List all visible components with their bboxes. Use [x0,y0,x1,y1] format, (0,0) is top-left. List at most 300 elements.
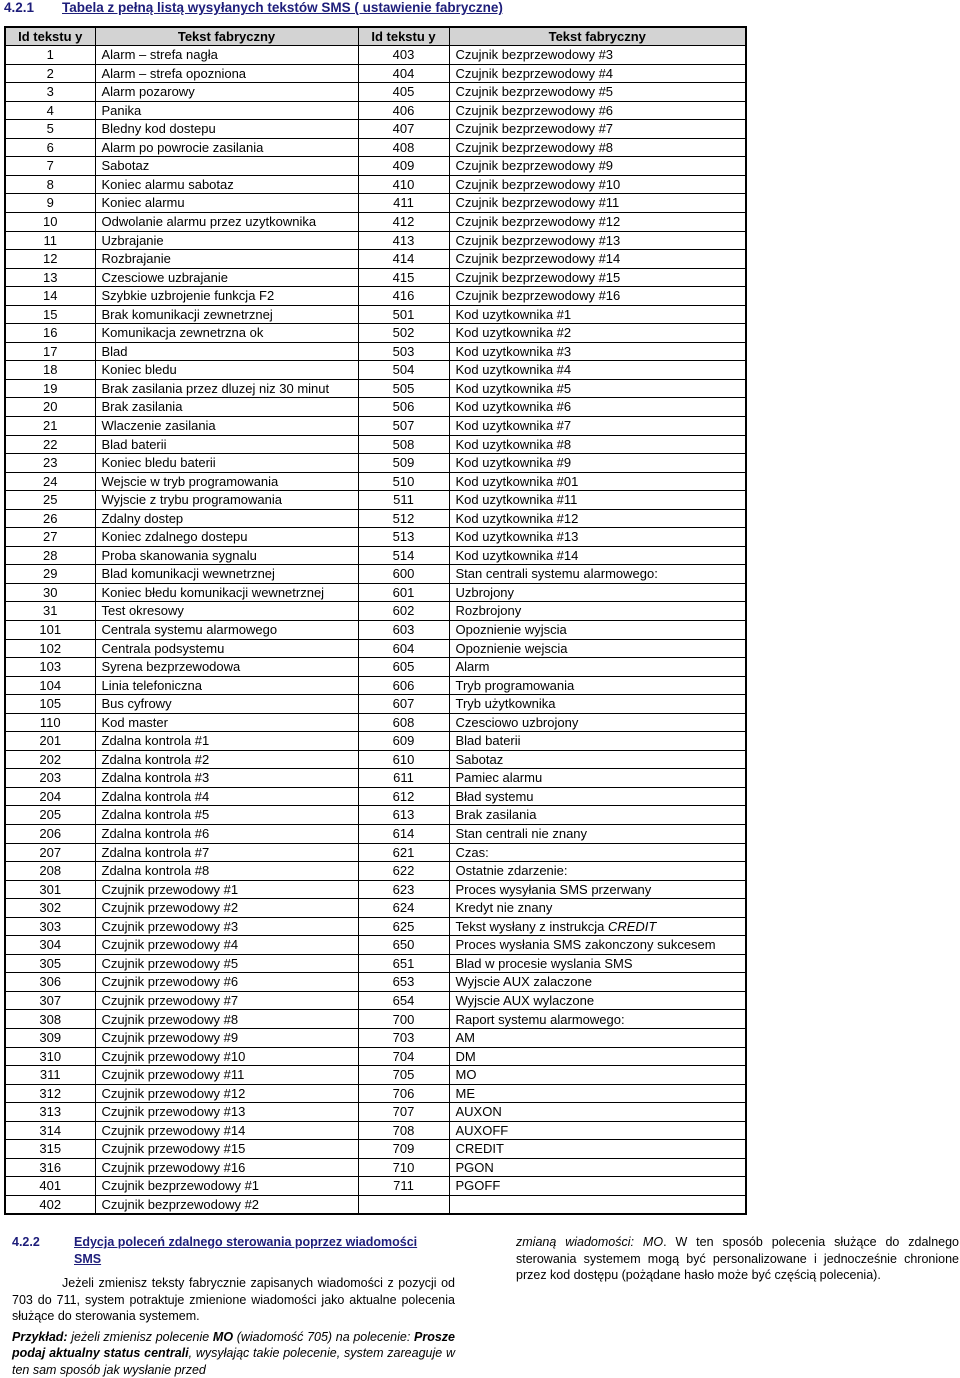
row-text-left: Czujnik przewodowy #6 [95,973,358,992]
table-row [5,843,746,862]
row-text-left: Czujnik bezprzewodowy #1 [95,1177,358,1196]
row-text-right: Kod uzytkownika #14 [449,546,746,565]
row-id-left: 303 [5,917,95,936]
row-id-right: 405 [358,83,449,102]
row-text-right: AUXON [449,1103,746,1122]
subsection-title-line2: SMS [12,1251,455,1268]
table-row [5,472,746,491]
row-text-right: Czujnik bezprzewodowy #10 [449,175,746,194]
table-row [5,64,746,83]
row-text-right: CREDIT [449,1140,746,1159]
row-text-left: Bledny kod dostepu [95,120,358,139]
row-id-right: 706 [358,1084,449,1103]
section-number: 4.2.1 [4,0,62,15]
row-text-left: Koniec alarmu sabotaz [95,175,358,194]
row-text-right: Rozbrojony [449,602,746,621]
continued-command-mo: MO [643,1235,663,1249]
row-id-left: 29 [5,565,95,584]
row-text-right: AM [449,1029,746,1048]
row-text-right: Czujnik bezprzewodowy #16 [449,287,746,306]
row-id-left: 310 [5,1047,95,1066]
row-text-left: Czujnik przewodowy #14 [95,1121,358,1140]
row-text-left: Brak zasilania [95,398,358,417]
row-id-right: 510 [358,472,449,491]
row-text-right: Czujnik bezprzewodowy #13 [449,231,746,250]
row-id-left: 104 [5,676,95,695]
row-text-right: DM [449,1047,746,1066]
row-text-right: Kod uzytkownika #13 [449,528,746,547]
row-text-right: Proces wysłania SMS zakonczony sukcesem [449,936,746,955]
row-text-right: Kod uzytkownika #11 [449,491,746,510]
row-text-left: Alarm – strefa opozniona [95,64,358,83]
row-id-right: 501 [358,305,449,324]
row-id-left: 19 [5,379,95,398]
row-text-left: Zdalna kontrola #5 [95,806,358,825]
table-row [5,1047,746,1066]
row-text-left: Brak komunikacji zewnetrznej [95,305,358,324]
row-text-left: Zdalna kontrola #8 [95,862,358,881]
row-id-left: 30 [5,583,95,602]
row-text-right: Kod uzytkownika #5 [449,379,746,398]
row-text-left: Proba skanowania sygnalu [95,546,358,565]
row-text-right: Kod uzytkownika #4 [449,361,746,380]
row-id-right: 654 [358,991,449,1010]
row-text-left: Zdalna kontrola #1 [95,732,358,751]
row-id-right: 503 [358,342,449,361]
row-id-left: 103 [5,658,95,677]
row-id-right: 407 [358,120,449,139]
row-id-left: 23 [5,454,95,473]
row-id-right: 610 [358,750,449,769]
table-row [5,862,746,881]
row-text-left: Czujnik przewodowy #3 [95,917,358,936]
row-text-right: Brak zasilania [449,806,746,825]
row-id-left: 207 [5,843,95,862]
row-text-left: Zdalna kontrola #6 [95,825,358,844]
row-text-left: Zdalny dostep [95,509,358,528]
table-row [5,398,746,417]
row-id-right: 412 [358,212,449,231]
row-id-right: 512 [358,509,449,528]
row-text-right: Ostatnie zdarzenie: [449,862,746,881]
table-row [5,639,746,658]
row-id-left: 6 [5,138,95,157]
row-text-right: Pamiec alarmu [449,769,746,788]
row-id-right: 409 [358,157,449,176]
row-id-left: 307 [5,991,95,1010]
row-id-left: 306 [5,973,95,992]
table-row [5,1103,746,1122]
row-text-right: Wyjscie AUX zalaczone [449,973,746,992]
row-text-left: Centrala podsystemu [95,639,358,658]
row-id-left: 308 [5,1010,95,1029]
table-row [5,1029,746,1048]
row-id-left: 201 [5,732,95,751]
row-id-left: 205 [5,806,95,825]
row-id-left: 316 [5,1158,95,1177]
row-id-left: 15 [5,305,95,324]
row-id-left: 305 [5,954,95,973]
table-row [5,806,746,825]
row-id-right: 504 [358,361,449,380]
header-text-left: Tekst fabryczny [95,27,358,46]
row-text-left: Czujnik przewodowy #2 [95,899,358,918]
row-text-left: Rozbrajanie [95,250,358,269]
table-row [5,1084,746,1103]
table-row [5,528,746,547]
table-row [5,1177,746,1196]
table-row [5,361,746,380]
row-id-left: 4 [5,101,95,120]
row-text-right: AUXOFF [449,1121,746,1140]
section-title: Tabela z pełną listą wysyłanych tekstów SMS ( ustawienie fabryczne) [62,0,503,15]
row-id-right: 609 [358,732,449,751]
row-id-right: 711 [358,1177,449,1196]
row-id-left: 312 [5,1084,95,1103]
table-row [5,1158,746,1177]
row-id-right: 509 [358,454,449,473]
row-id-left: 18 [5,361,95,380]
table-row [5,379,746,398]
table-row [5,917,746,936]
row-text-left: Czujnik bezprzewodowy #2 [95,1195,358,1214]
row-text-left: Szybkie uzbrojenie funkcja F2 [95,287,358,306]
row-text-left: Czujnik przewodowy #5 [95,954,358,973]
example-text-a: jeżeli zmienisz polecenie [68,1330,213,1344]
row-id-right: 708 [358,1121,449,1140]
continued-text-a: zmianą wiadomości: [516,1235,643,1249]
row-text-left: Test okresowy [95,602,358,621]
row-text-left: Czujnik przewodowy #10 [95,1047,358,1066]
row-text-right: Proces wysyłania SMS przerwany [449,880,746,899]
row-id-left: 3 [5,83,95,102]
row-text-right: Tryb użytkownika [449,695,746,714]
row-text-right: Tryb programowania [449,676,746,695]
row-id-right: 650 [358,936,449,955]
row-id-right: 709 [358,1140,449,1159]
row-text-left: Blad [95,342,358,361]
row-id-left: 105 [5,695,95,714]
row-id-right: 707 [358,1103,449,1122]
row-text-left: Brak zasilania przez dluzej niz 30 minut [95,379,358,398]
row-text-left: Blad baterii [95,435,358,454]
row-text-right: Kod uzytkownika #9 [449,454,746,473]
row-text-right: Czujnik bezprzewodowy #11 [449,194,746,213]
row-text-right: MO [449,1066,746,1085]
row-text-right: Czesciowo uzbrojony [449,713,746,732]
row-text-left: Czujnik przewodowy #12 [95,1084,358,1103]
paragraph-intro: Jeżeli zmienisz teksty fabrycznie zapisanych wiadomości z pozycji od 703 do 711, system potraktuje zmienione wiadomości jako aktualne polecenia służące do sterowania systemem. [12,1275,455,1325]
row-id-right: 404 [358,64,449,83]
table-row [5,324,746,343]
row-id-right: 511 [358,491,449,510]
row-id-right: 514 [358,546,449,565]
row-id-right: 414 [358,250,449,269]
section-heading [4,0,503,20]
row-text-right: Blad w procesie wyslania SMS [449,954,746,973]
table-row [5,954,746,973]
row-id-left: 313 [5,1103,95,1122]
row-id-right: 606 [358,676,449,695]
row-id-left: 5 [5,120,95,139]
row-id-left: 17 [5,342,95,361]
row-text-right: Czujnik bezprzewodowy #6 [449,101,746,120]
row-id-right: 613 [358,806,449,825]
row-id-left: 20 [5,398,95,417]
row-text-right: Kod uzytkownika #1 [449,305,746,324]
row-text-left: Syrena bezprzewodowa [95,658,358,677]
table-row [5,1010,746,1029]
table-row [5,546,746,565]
row-id-right: 624 [358,899,449,918]
row-text-right: Czujnik bezprzewodowy #5 [449,83,746,102]
row-id-left: 7 [5,157,95,176]
row-text-left: Koniec zdalnego dostepu [95,528,358,547]
row-id-left: 203 [5,769,95,788]
row-id-right: 403 [358,46,449,65]
row-id-right: 705 [358,1066,449,1085]
row-text-right: Uzbrojony [449,583,746,602]
row-id-left: 1 [5,46,95,65]
row-id-right: 506 [358,398,449,417]
row-id-right: 605 [358,658,449,677]
continued-text-c: . W ten sposób polecenia służące do zdalnego sterowania systemem mogą być personalizowane i jednocześnie chronione przez kod dostępu (pożądane hasło może być częścią polecenia). [516,1235,959,1282]
table-header-row [5,27,746,46]
row-text-right: Czujnik bezprzewodowy #15 [449,268,746,287]
row-id-left: 9 [5,194,95,213]
row-text-left: Zdalna kontrola #4 [95,787,358,806]
row-text-left: Centrala systemu alarmowego [95,621,358,640]
table-row [5,454,746,473]
row-text-left: Koniec błedu komunikacji wewnetrznej [95,583,358,602]
row-text-left: Czujnik przewodowy #15 [95,1140,358,1159]
table-row [5,287,746,306]
row-id-right: 507 [358,416,449,435]
row-text-left: Zdalna kontrola #7 [95,843,358,862]
row-text-right: Sabotaz [449,750,746,769]
row-id-left: 208 [5,862,95,881]
row-id-right: 600 [358,565,449,584]
table-row [5,509,746,528]
row-id-right: 612 [358,787,449,806]
row-id-right: 416 [358,287,449,306]
table-row [5,769,746,788]
row-id-left: 2 [5,64,95,83]
table-row [5,1121,746,1140]
row-id-right: 410 [358,175,449,194]
section-remote-commands [12,1234,455,1378]
row-text-right: ME [449,1084,746,1103]
table-row [5,305,746,324]
row-id-left: 302 [5,899,95,918]
row-text-right: Czujnik bezprzewodowy #8 [449,138,746,157]
row-id-left: 206 [5,825,95,844]
row-text-left: Czujnik przewodowy #13 [95,1103,358,1122]
row-text-left: Alarm – strefa nagła [95,46,358,65]
row-id-right: 502 [358,324,449,343]
row-id-left: 22 [5,435,95,454]
row-id-right: 653 [358,973,449,992]
row-id-right: 703 [358,1029,449,1048]
row-text-right: Kod uzytkownika #2 [449,324,746,343]
table-row [5,342,746,361]
row-text-left: Wejscie w tryb programowania [95,472,358,491]
row-id-left: 12 [5,250,95,269]
table-row [5,212,746,231]
row-text-left: Bus cyfrowy [95,695,358,714]
row-text-right: Opoznienie wyjscia [449,621,746,640]
table-row [5,713,746,732]
header-id-left: Id tekstu y [5,27,95,46]
row-text-left: Zdalna kontrola #2 [95,750,358,769]
row-id-left: 202 [5,750,95,769]
row-id-left: 28 [5,546,95,565]
row-id-left: 401 [5,1177,95,1196]
row-text-left: Czujnik przewodowy #11 [95,1066,358,1085]
row-text-right: Blad baterii [449,732,746,751]
row-text-left: Czujnik przewodowy #1 [95,880,358,899]
row-id-left: 21 [5,416,95,435]
row-text-left: Koniec bledu baterii [95,454,358,473]
table-row [5,416,746,435]
row-id-left: 301 [5,880,95,899]
row-id-right: 607 [358,695,449,714]
row-id-right: 408 [358,138,449,157]
row-id-left: 8 [5,175,95,194]
table-row [5,583,746,602]
row-text-right: Opoznienie wejscia [449,639,746,658]
row-text-left: Linia telefoniczna [95,676,358,695]
table-row [5,250,746,269]
row-id-right: 411 [358,194,449,213]
row-id-left: 314 [5,1121,95,1140]
row-text-left: Uzbrajanie [95,231,358,250]
table-row [5,1066,746,1085]
row-id-left: 304 [5,936,95,955]
header-id-right: Id tekstu y [358,27,449,46]
row-text-left: Czujnik przewodowy #16 [95,1158,358,1177]
table-row [5,695,746,714]
table-row [5,138,746,157]
example-command-mo: MO [213,1330,233,1344]
table-row [5,268,746,287]
table-row [5,231,746,250]
table-row [5,491,746,510]
row-text-right: Czujnik bezprzewodowy #7 [449,120,746,139]
row-id-right: 614 [358,825,449,844]
row-text-right: Czujnik bezprzewodowy #4 [449,64,746,83]
row-text-right: Kredyt nie znany [449,899,746,918]
row-id-right: 513 [358,528,449,547]
row-text-left: Czesciowe uzbrajanie [95,268,358,287]
row-text-right: Kod uzytkownika #6 [449,398,746,417]
table-row [5,787,746,806]
row-text-left: Wyjscie z trybu programowania [95,491,358,510]
subsection-heading [12,1234,455,1251]
table-row [5,565,746,584]
row-text-left: Koniec alarmu [95,194,358,213]
row-text-right: Kod uzytkownika #7 [449,416,746,435]
row-id-right: 415 [358,268,449,287]
table-row [5,83,746,102]
row-id-left: 309 [5,1029,95,1048]
row-text-right: Tekst wysłany z instrukcja CREDIT [449,917,746,936]
row-id-left: 204 [5,787,95,806]
table-row [5,602,746,621]
table-row [5,435,746,454]
table-row [5,175,746,194]
row-id-left: 101 [5,621,95,640]
row-text-left: Czujnik przewodowy #8 [95,1010,358,1029]
table-row [5,621,746,640]
row-text-right: Bład systemu [449,787,746,806]
row-id-left: 315 [5,1140,95,1159]
row-text-left: Komunikacja zewnetrzna ok [95,324,358,343]
table-row [5,1195,746,1214]
row-id-left: 27 [5,528,95,547]
row-id-right: 623 [358,880,449,899]
table-row [5,676,746,695]
row-text-left: Panika [95,101,358,120]
row-text-right: Czas: [449,843,746,862]
subsection-number: 4.2.2 [12,1234,74,1251]
row-text-right: Czujnik bezprzewodowy #14 [449,250,746,269]
row-id-right: 622 [358,862,449,881]
row-id-left: 402 [5,1195,95,1214]
row-id-left: 10 [5,212,95,231]
example-text-c: (wiadomość 705) na polecenie: [233,1330,414,1344]
row-id-right: 621 [358,843,449,862]
table-row [5,120,746,139]
row-text-left: Koniec bledu [95,361,358,380]
row-text-right: Czujnik bezprzewodowy #12 [449,212,746,231]
table-row [5,973,746,992]
row-text-left: Odwolanie alarmu przez uzytkownika [95,212,358,231]
row-id-left: 11 [5,231,95,250]
row-id-right: 508 [358,435,449,454]
row-text-right: Kod uzytkownika #01 [449,472,746,491]
table-row [5,750,746,769]
sms-text-table [4,26,747,1215]
row-text-right: Kod uzytkownika #8 [449,435,746,454]
row-id-right: 704 [358,1047,449,1066]
table-row [5,46,746,65]
row-id-right: 602 [358,602,449,621]
row-text-left: Zdalna kontrola #3 [95,769,358,788]
row-id-left: 110 [5,713,95,732]
table-row [5,658,746,677]
row-id-right: 604 [358,639,449,658]
row-id-left: 102 [5,639,95,658]
row-text-right: Alarm [449,658,746,677]
row-text-right: Kod uzytkownika #12 [449,509,746,528]
row-id-right: 601 [358,583,449,602]
row-id-left: 13 [5,268,95,287]
table-row [5,936,746,955]
row-text-left: Czujnik przewodowy #7 [95,991,358,1010]
row-text-left: Czujnik przewodowy #4 [95,936,358,955]
row-text-right: Stan centrali nie znany [449,825,746,844]
header-text-right: Tekst fabryczny [449,27,746,46]
table-row [5,899,746,918]
paragraph-example [12,1329,455,1378]
row-id-left: 31 [5,602,95,621]
row-id-right: 651 [358,954,449,973]
row-text-right: Czujnik bezprzewodowy #9 [449,157,746,176]
row-id-left: 26 [5,509,95,528]
row-text-left: Alarm po powrocie zasilania [95,138,358,157]
subsection-title-line1: Edycja poleceń zdalnego sterowania poprzez wiadomości [74,1235,417,1249]
